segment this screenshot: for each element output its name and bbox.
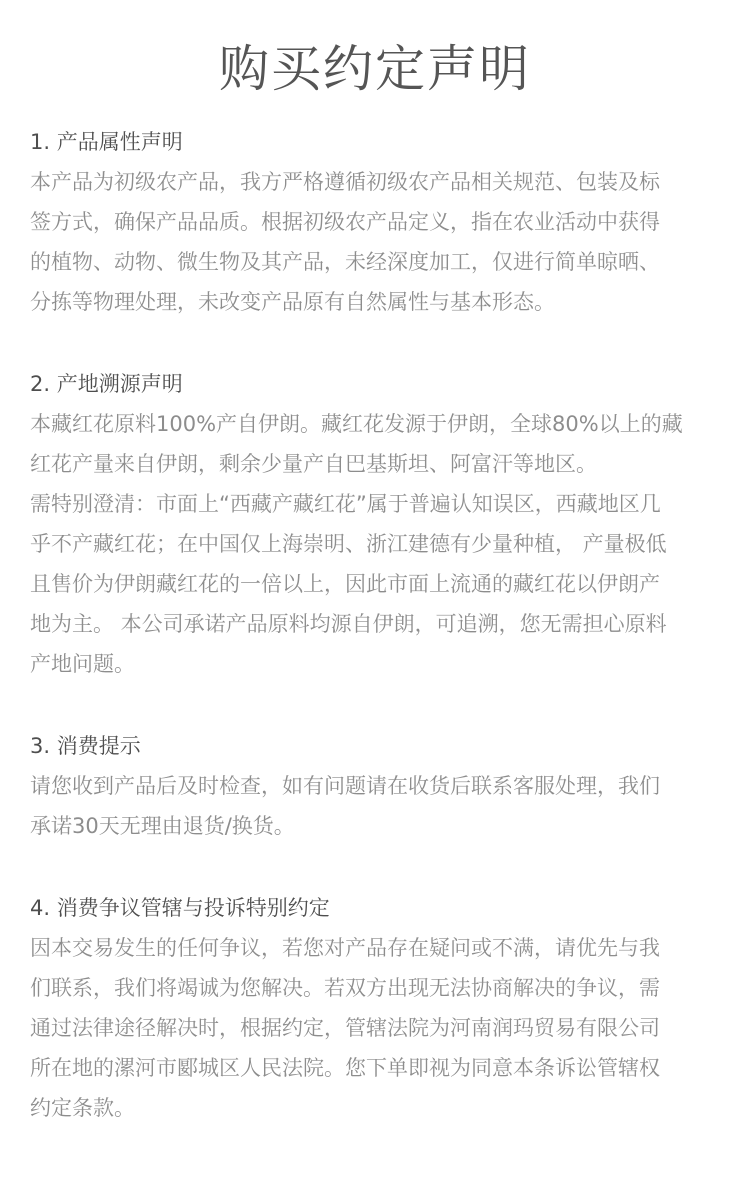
paragraph-line: 约定条款。: [30, 1096, 135, 1120]
paragraph-line: 本产品为初级农产品，我方严格遵循初级农产品相关规范、包装及标: [30, 170, 660, 194]
page-title: 购买约定声明: [219, 40, 531, 98]
paragraph-line: 的植物、动物、微生物及其产品，未经深度加工，仅进行简单晾晒、: [30, 250, 660, 274]
section-paragraph: [30, 162, 720, 322]
section-heading: 4. 消费争议管辖与投诉特别约定: [30, 896, 330, 920]
paragraph-line: 产地问题。: [30, 652, 135, 676]
section-product-attributes: [30, 122, 720, 322]
paragraph-line: 需特别澄清：市面上“西藏产藏红花”属于普遍认知误区，西藏地区几: [30, 492, 661, 516]
paragraph-line: 因本交易发生的任何争议，若您对产品存在疑问或不满，请优先与我: [30, 936, 660, 960]
section-heading: 1. 产品属性声明: [30, 130, 183, 154]
section-origin-traceability: [30, 364, 720, 684]
paragraph-line: 且售价为伊朗藏红花的一倍以上，因此市面上流通的藏红花以伊朗产: [30, 572, 660, 596]
section-paragraph: [30, 928, 720, 1128]
paragraph-line: 分拣等物理处理，未改变产品原有自然属性与基本形态。: [30, 290, 555, 314]
paragraph-line: 们联系，我们将竭诚为您解决。若双方出现无法协商解决的争议，需: [30, 976, 660, 1000]
paragraph-line: 承诺30天无理由退货/换货。: [30, 814, 295, 838]
paragraph-line: 地为主。 本公司承诺产品原料均源自伊朗，可追溯，您无需担心原料: [30, 612, 667, 636]
section-heading: 2. 产地溯源声明: [30, 372, 183, 396]
section-dispute-jurisdiction: [30, 888, 720, 1128]
section-paragraph: [30, 484, 720, 684]
paragraph-line: 请您收到产品后及时检查，如有问题请在收货后联系客服处理，我们: [30, 774, 660, 798]
paragraph-line: 签方式，确保产品品质。根据初级农产品定义，指在农业活动中获得: [30, 210, 660, 234]
section-paragraph: [30, 766, 720, 846]
paragraph-line: 通过法律途径解决时，根据约定，管辖法院为河南润玛贸易有限公司: [30, 1016, 660, 1040]
section-consumer-notice: [30, 726, 720, 846]
section-heading: 3. 消费提示: [30, 734, 141, 758]
paragraph-line: 红花产量来自伊朗，剩余少量产自巴基斯坦、阿富汗等地区。: [30, 452, 597, 476]
section-paragraph: [30, 404, 720, 484]
paragraph-line: 所在地的漯河市郾城区人民法院。您下单即视为同意本条诉讼管辖权: [30, 1056, 660, 1080]
paragraph-line: 乎不产藏红花；在中国仅上海崇明、浙江建德有少量种植， 产量极低: [30, 532, 667, 556]
paragraph-line: 本藏红花原料100%产自伊朗。藏红花发源于伊朗，全球80%以上的藏: [30, 412, 683, 436]
